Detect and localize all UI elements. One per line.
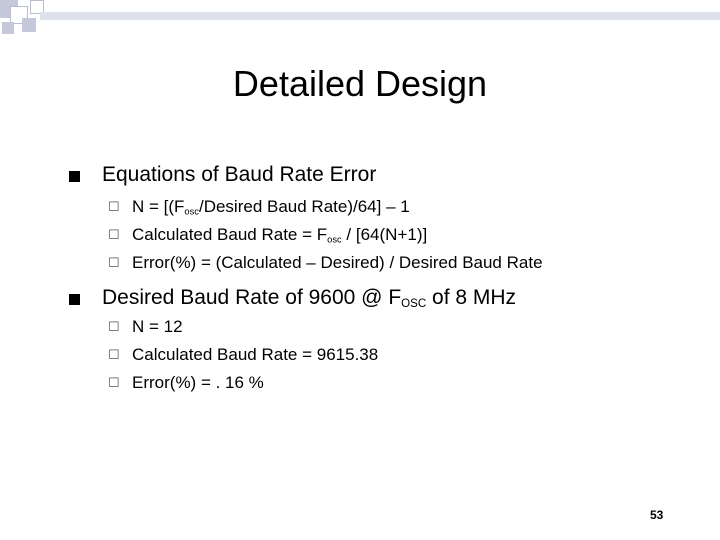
sub-bullet-text: N = 12 (132, 317, 183, 336)
sub-bullet-text: Calculated Baud Rate = 9615.38 (132, 345, 379, 364)
checkbox-bullet-icon: ☐ (108, 255, 120, 270)
bullet-1-text: Equations of Baud Rate Error (102, 163, 377, 186)
square-bullet-icon (69, 171, 80, 182)
sub-bullet-text: Error(%) = . 16 % (132, 373, 264, 392)
slide-title: Detailed Design (232, 63, 488, 104)
top-rule (40, 12, 720, 20)
sub-bullet-text: Error(%) = (Calculated – Desired) / Desired Baud Rate (132, 253, 543, 272)
sub-bullet-text: $N = [(F_{osc}$/Desired Baud Rate)/64] – 1 (132, 197, 410, 217)
checkbox-bullet-icon: ☐ (108, 319, 120, 334)
checkbox-bullet-icon: ☐ (108, 199, 120, 214)
corner-square-3 (22, 18, 36, 32)
square-bullet-icon (69, 294, 80, 305)
checkbox-bullet-icon: ☐ (108, 347, 120, 362)
bullet-2-text: Desired Baud Rate of 9600 @ $F_{OSC}$ of 8 MHz (102, 286, 517, 310)
checkbox-bullet-icon: ☐ (108, 375, 120, 390)
checkbox-bullet-icon: ☐ (108, 227, 120, 242)
page-number: 53 (650, 508, 664, 522)
corner-square-5 (2, 22, 14, 34)
sub-bullet-text: Calculated Baud Rate = $F_{osc} / [64(N+1)]$ (132, 225, 428, 245)
